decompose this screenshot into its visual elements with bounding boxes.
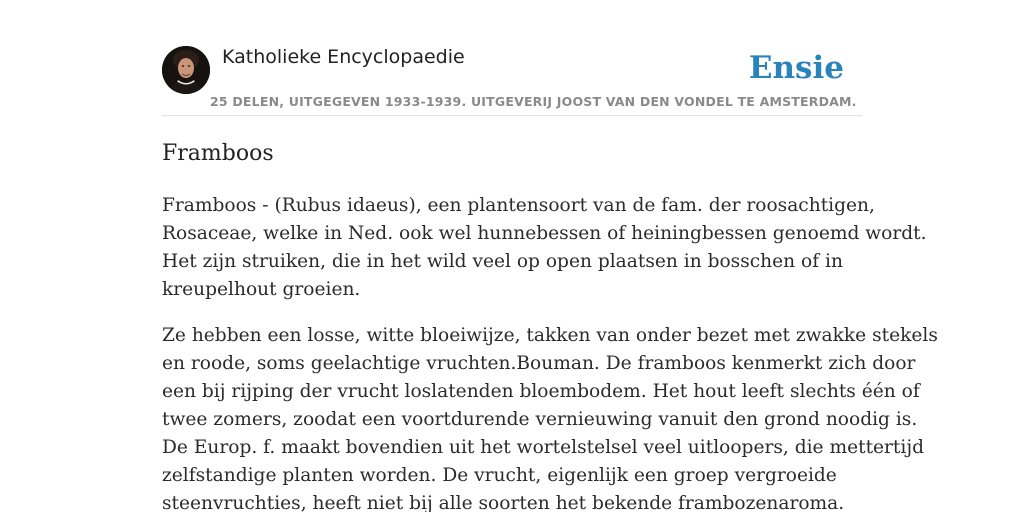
text-line: De Europ. f. maakt bovendien uit het wortelstelsel veel uitloopers, die mettertijd [162, 437, 925, 458]
text-line: Rosaceae, welke in Ned. ook wel hunnebessen of heiningbessen genoemd wordt. [162, 223, 927, 244]
text-line: een bij rijping der vrucht loslatenden bloembodem. Het hout leeft slechts één of [162, 381, 920, 402]
portrait-avatar-icon[interactable] [162, 46, 210, 94]
entry-title: Framboos [162, 141, 274, 166]
header-divider [162, 115, 862, 116]
paragraph-1 [162, 192, 927, 304]
text-line: twee zomers, zoodat een voortdurende vernieuwing vanuit den grond noodig is. [162, 409, 918, 430]
text-line: Framboos - (Rubus idaeus), een plantensoort van de fam. der roosachtigen, [162, 195, 875, 216]
publication-header [162, 46, 862, 116]
publication-title[interactable]: Katholieke Encyclopaedie [222, 46, 465, 68]
text-line: kreupelhout groeien. [162, 279, 361, 300]
ensie-logo[interactable]: Ensie [748, 50, 844, 86]
text-line: en roode, soms geelachtige vruchten.Bouman. De framboos kenmerkt zich door [162, 353, 916, 374]
text-line: Het zijn struiken, die in het wild veel op open plaatsen in bosschen of in [162, 251, 843, 272]
publication-subtitle: 25 DELEN, UITGEGEVEN 1933-1939. UITGEVERIJ JOOST VAN DEN VONDEL TE AMSTERDAM. [210, 94, 857, 109]
text-line: Ze hebben een losse, witte bloeiwijze, takken van onder bezet met zwakke stekels [162, 325, 938, 346]
text-line: zelfstandige planten worden. De vrucht, eigenlijk een groep vergroeide [162, 465, 837, 486]
paragraph-2 [162, 322, 938, 512]
entry-body [162, 192, 938, 512]
text-line: steenvruchties, heeft niet bij alle soorten het bekende frambozenaroma. [162, 493, 845, 512]
